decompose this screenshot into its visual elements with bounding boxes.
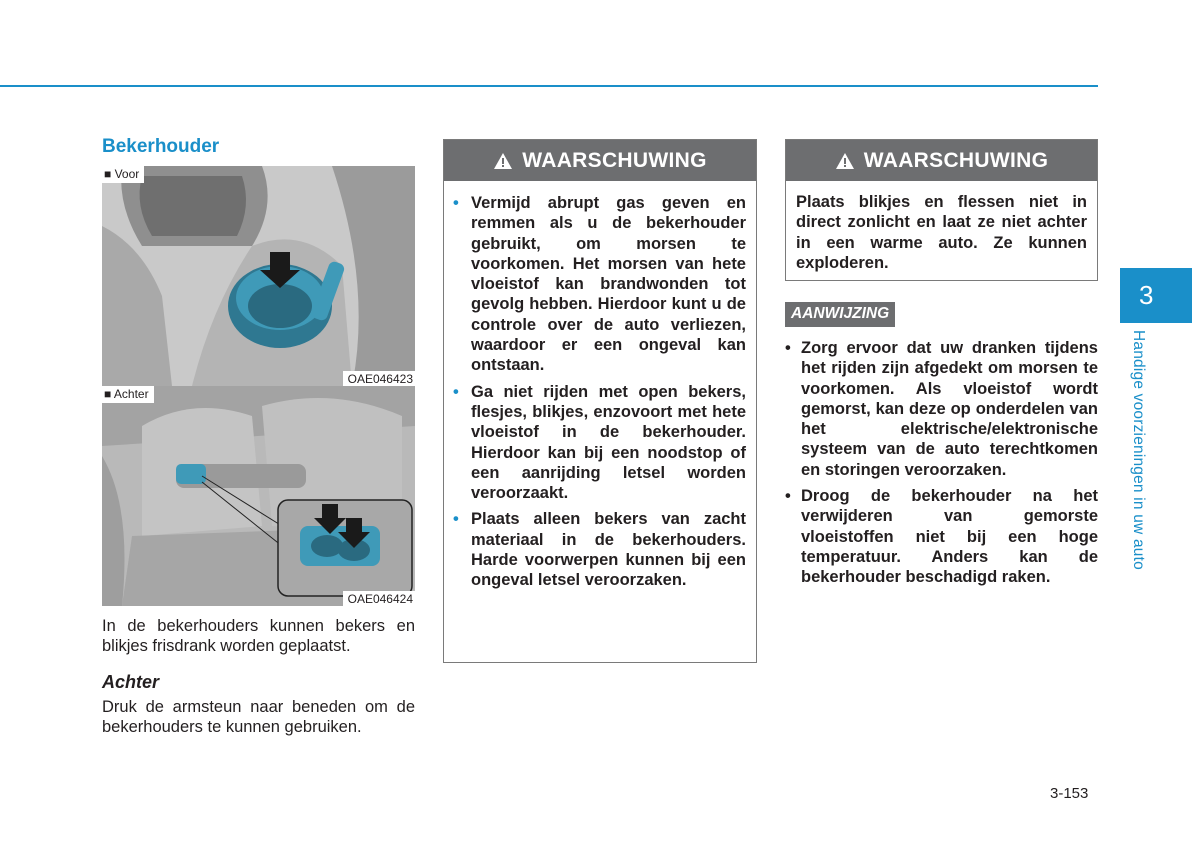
warning-text-2: Plaats blikjes en flessen niet in direct zonlicht en laat ze niet achter in een warme auto. Ze kunnen exploderen. <box>796 193 1087 272</box>
warning-triangle-icon <box>835 152 855 170</box>
section-title: Bekerhouder <box>102 136 220 157</box>
note-item: • Zorg ervoor dat uw dranken tijdens het rijden zijn afgedekt om morsen te voorkomen. Als vloeistof wordt gemorst, kan deze op onderdelen van het elektrische/elektronische systeem van de auto terechtkomen en storingen veroorzaken. <box>785 339 1098 479</box>
rear-paragraph: Druk de armsteun naar beneden om de bekerhouders te kunnen gebruiken. <box>102 698 415 736</box>
warning-header-2 <box>786 140 1097 181</box>
figure-rear-code: OAE046424 <box>343 591 415 606</box>
figure-rear-label: ■ Achter <box>102 386 154 403</box>
intro-paragraph: In de bekerhouders kunnen bekers en blikjes frisdrank worden geplaatst. <box>102 617 415 655</box>
rear-armrest-illustration <box>102 386 415 606</box>
warning-box-2 <box>785 139 1098 281</box>
front-console-illustration <box>102 166 415 386</box>
bullet-icon: • <box>785 487 791 506</box>
chapter-title: Handige voorzieningen in uw auto <box>1130 330 1147 570</box>
warning-box-1 <box>443 139 757 663</box>
warning-list-1 <box>444 181 756 607</box>
note-list <box>785 338 1098 594</box>
warning-header-1 <box>444 140 756 181</box>
bullet-icon: • <box>785 339 791 357</box>
warning-title-1: WAARSCHUWING <box>522 148 707 172</box>
warning-item: • Ga niet rijden met open bekers, flesjes, blikjes, enzovoort met hete vloeistof in de bekerhouder. Hierdoor kan bij een noodstop of een aanrijding letsel worden veroorzaakt. <box>453 382 746 503</box>
figure-front <box>102 166 415 386</box>
chapter-tab: 3 <box>1120 268 1192 323</box>
note-tag: AANWIJZING <box>785 302 895 327</box>
warning-triangle-icon <box>493 152 513 170</box>
bullet-icon: • <box>453 382 459 401</box>
header-rule <box>0 85 1098 87</box>
rear-heading: Achter <box>102 672 160 692</box>
figure-front-code: OAE046423 <box>343 371 415 386</box>
bullet-icon: • <box>453 510 459 529</box>
bullet-icon: • <box>453 194 459 212</box>
warning-item: • Vermijd abrupt gas geven en remmen als u de bekerhouder gebruikt, om morsen te voorkomen. Het morsen van hete vloeistof kan brandwonden tot gevolg hebben. Hierdoor kunt u de controle over de auto verliezen, waardoor er een ongeval kan ontstaan. <box>453 194 746 375</box>
figure-front-label: ■ Voor <box>102 166 144 183</box>
note-item: • Droog de bekerhouder na het verwijderen van gemorste vloeistoffen niet bij een hoge temperatuur. Anders kan de bekerhouder beschadigd raken. <box>785 487 1098 587</box>
warning-title-2: WAARSCHUWING <box>863 148 1049 172</box>
page-number: 3-153 <box>1050 785 1089 802</box>
figure-rear <box>102 386 415 606</box>
warning-item: • Plaats alleen bekers van zacht materiaal in de bekerhouders. Harde voorwerpen kunnen bij een ongeval letsel veroorzaken. <box>453 510 746 590</box>
